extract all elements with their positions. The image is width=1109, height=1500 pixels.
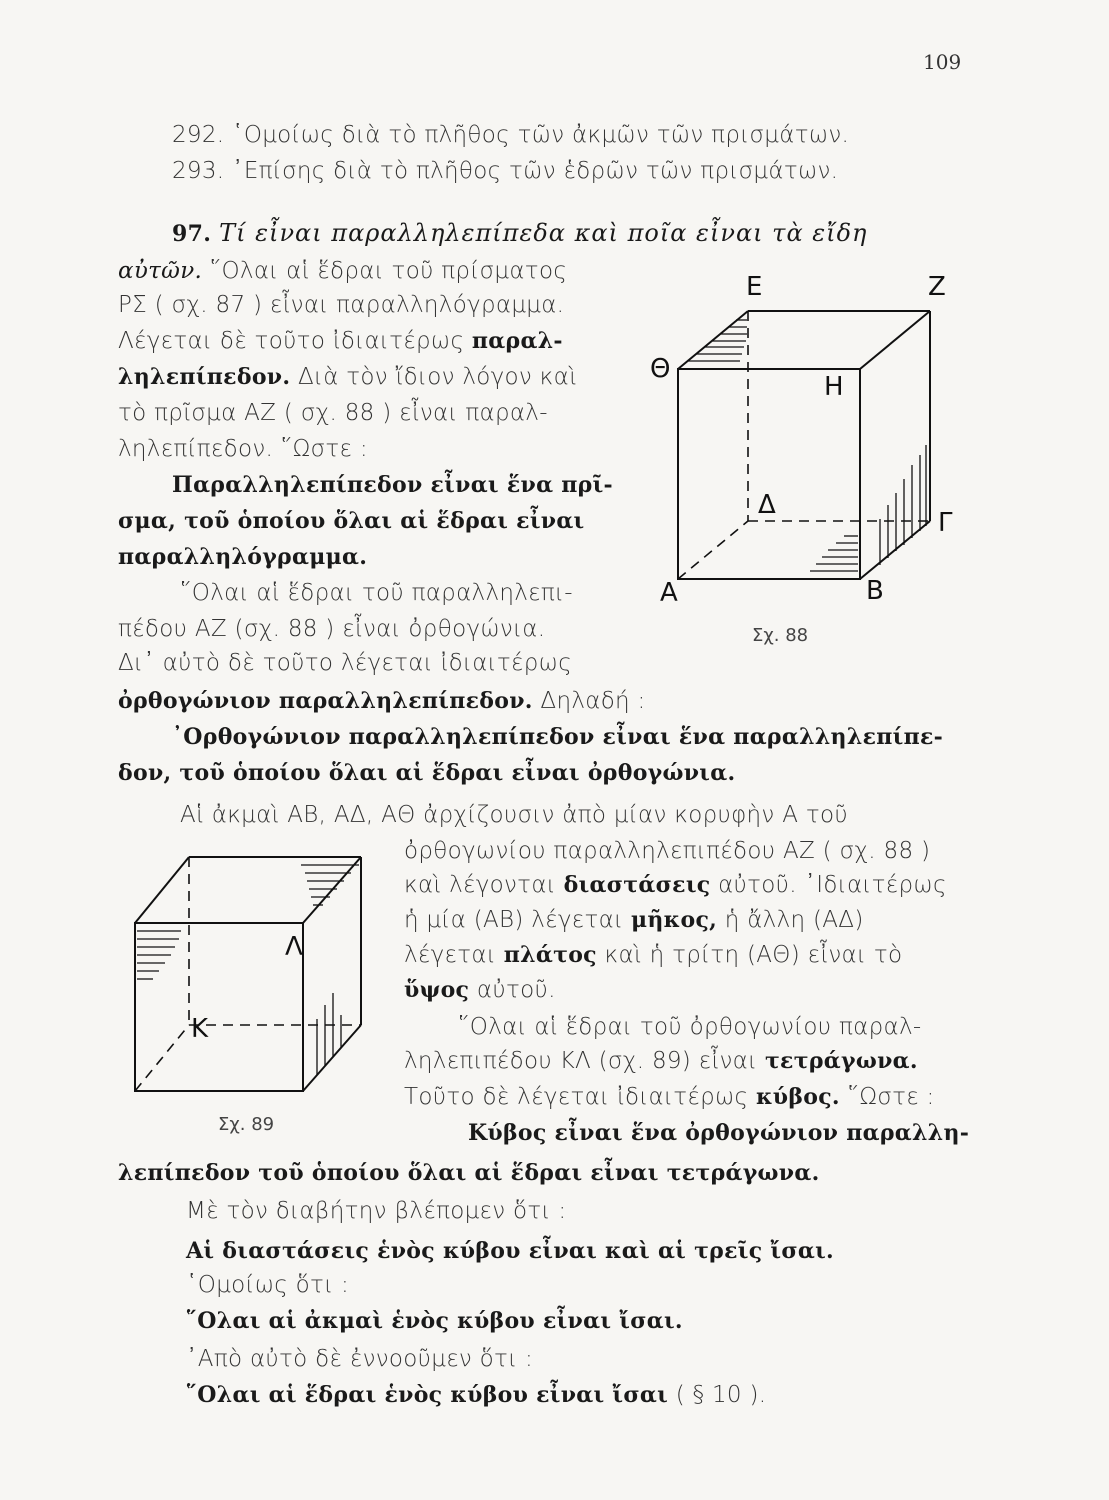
definition-rectangular-1: ᾿Ορθογώνιον παραλληλεπίπεδον εἶναι ἕνα παραλληλεπίπε- <box>172 724 944 750</box>
dims-line-2: ὀρθογωνίου παραλληλεπιπέδου ΑΖ ( σχ. 88 ) <box>404 838 931 864</box>
section-title: Τί εἶναι παραλληλεπίπεδα καὶ ποῖα εἶναι τὰ εἴδη <box>219 219 868 247</box>
dims-line-7: ῞Ολαι αἱ ἕδραι τοῦ ὀρθογωνίου παραλ- <box>458 1014 922 1040</box>
section-number: 97. <box>172 221 212 247</box>
fig88-shading <box>880 445 926 565</box>
definition-parallelepiped-2: σμα, τοῦ ὁποίου ὅλαι αἱ ἕδραι εἶναι <box>118 508 585 534</box>
definition-parallelepiped-1: Παραλληλεπίπεδον εἶναι ἕνα πρῖ- <box>172 472 613 498</box>
section-line-8: πέδου ΑΖ (σχ. 88 ) εἶναι ὀρθογώνια. <box>118 616 546 642</box>
statement-dimensions-equal: Αἱ διαστάσεις ἑνὸς κύβου εἶναι καὶ αἱ τρεῖς ἴσαι. <box>186 1238 834 1264</box>
dims-line-6: ὕψος αὐτοῦ. <box>404 977 556 1003</box>
figure-89-caption: Σχ. 89 <box>218 1114 275 1135</box>
fig89-shading <box>301 865 359 905</box>
exercise-292: 292. ῾Ομοίως διὰ τὸ πλῆθος τῶν ἀκμῶν τῶν πρισμάτων. <box>172 122 850 148</box>
fig89-shading <box>137 931 181 979</box>
fig88-label-e: Ε <box>746 272 763 302</box>
dims-line-8: ληλεπιπέδου ΚΛ (σχ. 89) εἶναι τετράγωνα. <box>404 1048 918 1074</box>
definition-cube-2: λεπίπεδον τοῦ ὁποίου ὅλαι αἱ ἕδραι εἶναι τετράγωνα. <box>118 1160 820 1186</box>
figure-89-cube <box>125 845 385 1110</box>
dims-line-12: ᾿Απὸ αὐτὸ δὲ ἐννοοῦμεν ὅτι : <box>186 1346 534 1372</box>
fig88-label-z: Ζ <box>928 272 946 302</box>
fig89-edge <box>135 857 189 923</box>
dims-line-5: λέγεται πλάτος καὶ ἡ τρίτη (ΑΘ) εἶναι τὸ <box>404 942 903 968</box>
dims-line-3: καὶ λέγονται διαστάσεις αὐτοῦ. ᾿Ιδιαιτέρως <box>404 872 947 898</box>
definition-parallelepiped-3: παραλληλόγραμμα. <box>118 544 368 570</box>
section-line-4: ληλεπίπεδον. Διὰ τὸν ἴδιον λόγον καὶ <box>118 364 578 390</box>
section-line-2: ΡΣ ( σχ. 87 ) εἶναι παραλληλόγραμμα. <box>118 292 565 318</box>
fig88-label-delta: Δ <box>758 490 776 520</box>
fig89-label-k: Κ <box>191 1014 209 1044</box>
fig89-edge <box>303 857 361 923</box>
fig88-label-a: Α <box>660 578 678 608</box>
dims-line-1: Αἱ ἀκμαὶ ΑΒ, ΑΔ, ΑΘ ἀρχίζουσιν ἀπὸ μίαν κορυφὴν Α τοῦ <box>180 802 848 828</box>
dims-line-4: ἡ μία (ΑΒ) λέγεται μῆκος, ἡ ἄλλη (ΑΔ) <box>404 907 864 933</box>
section-line-5: τὸ πρῖσμα ΑΖ ( σχ. 88 ) εἶναι παραλ- <box>118 400 548 426</box>
dims-line-9: Τοῦτο δὲ λέγεται ἰδιαιτέρως κύβος. ῞Ωστε : <box>404 1084 935 1110</box>
definition-rectangular-2: δον, τοῦ ὁποίου ὅλαι αἱ ἕδραι εἶναι ὀρθογώνια. <box>118 760 736 786</box>
fig88-label-h: Η <box>824 372 844 402</box>
section-line-6: ληλεπίπεδον. ῞Ωστε : <box>118 436 368 462</box>
page-number: 109 <box>923 50 962 74</box>
fig88-shading <box>810 536 858 571</box>
dims-line-10: Μὲ τὸν διαβήτην βλέπομεν ὅτι : <box>186 1198 567 1224</box>
fig88-label-gamma: Γ <box>938 508 953 538</box>
fig88-label-theta: Θ <box>650 354 671 384</box>
fig89-label-lambda: Λ <box>285 932 303 962</box>
figure-88-parallelepiped <box>630 265 970 645</box>
figure-88-caption: Σχ. 88 <box>752 625 809 646</box>
fig88-shading <box>688 320 747 361</box>
section-heading <box>172 218 867 249</box>
statement-edges-equal: ῞Ολαι αἱ ἀκμαὶ ἑνὸς κύβου εἶναι ἴσαι. <box>186 1308 683 1334</box>
fig88-label-b: Β <box>866 576 884 606</box>
fig88-edge <box>860 311 930 369</box>
section-line-10: ὀρθογώνιον παραλληλεπίπεδον. Δηλαδή : <box>118 688 646 714</box>
fig89-edge <box>303 1025 361 1091</box>
section-line-9: Δι᾿ αὐτὸ δὲ τοῦτο λέγεται ἰδιαιτέρως <box>118 650 572 676</box>
fig89-front-face <box>135 923 303 1091</box>
statement-faces-equal: ῞Ολαι αἱ ἕδραι ἑνὸς κύβου εἶναι ἴσαι ( § 10 ). <box>186 1382 767 1408</box>
definition-cube-1: Κύβος εἶναι ἕνα ὀρθογώνιον παραλλη- <box>468 1120 970 1146</box>
dims-line-11: ῾Ομοίως ὅτι : <box>186 1272 350 1298</box>
exercise-293: 293. ᾿Επίσης διὰ τὸ πλῆθος τῶν ἑδρῶν τῶν πρισμάτων. <box>172 158 839 184</box>
fig88-hidden-edge <box>678 521 748 579</box>
fig89-hidden-edge <box>135 1025 189 1091</box>
section-line-3: Λέγεται δὲ τοῦτο ἰδιαιτέρως παραλ- <box>118 328 563 354</box>
section-line-7: ῞Ολαι αἱ ἕδραι τοῦ παραλληλεπι- <box>180 580 573 606</box>
section-line-1: αὐτῶν. ῞Ολαι αἱ ἕδραι τοῦ πρίσματος <box>118 258 568 284</box>
